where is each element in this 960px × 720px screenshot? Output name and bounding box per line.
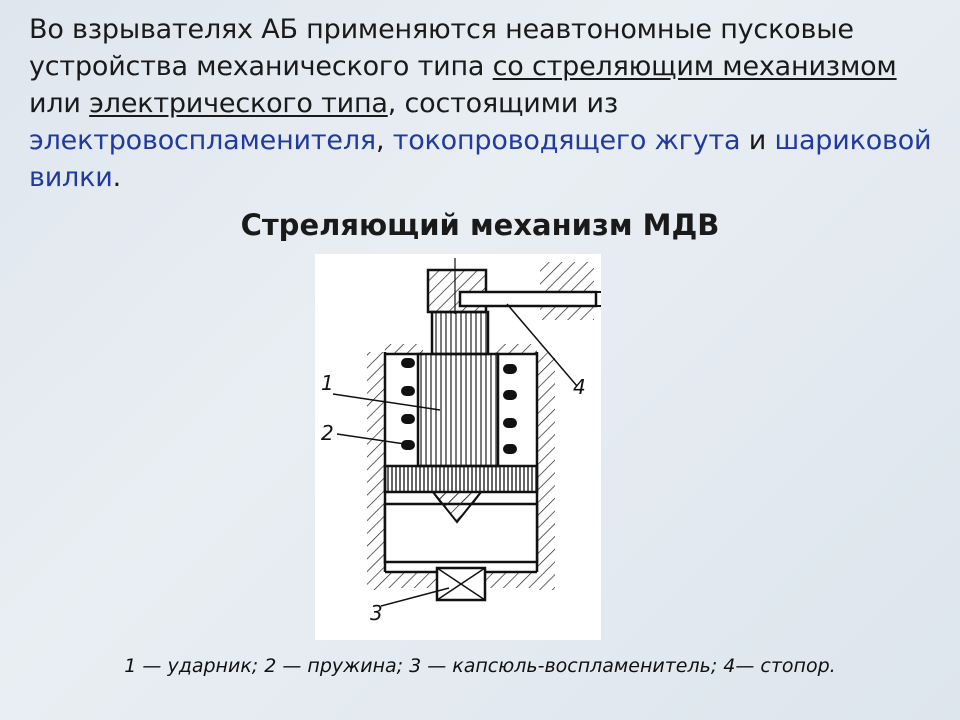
label-4: 4: [573, 375, 586, 399]
housing-left-wall: [367, 352, 385, 590]
wiring-harness-term: токопроводящего жгута: [392, 125, 741, 156]
spring-right: [503, 364, 517, 454]
mechanism-diagram: [315, 254, 601, 640]
label-1: 1: [321, 371, 334, 395]
shooting-mechanism-link[interactable]: со стреляющим механизмом: [492, 51, 897, 82]
paragraph-text: , состоящими из: [387, 88, 618, 119]
label-2: 2: [321, 421, 334, 445]
body-paragraph: [29, 11, 934, 196]
ball-fork-term: шариковой вилки: [29, 125, 932, 193]
electric-type-link[interactable]: электрического типа: [89, 88, 388, 119]
paragraph-text: .: [112, 162, 121, 193]
label-3: 3: [370, 601, 383, 625]
paragraph-text: ,: [375, 125, 393, 156]
figure-caption: 1 — ударник; 2 — пружина; 3 — капсюль-воспламенитель; 4— стопор.: [124, 655, 836, 677]
paragraph-text: и: [740, 125, 775, 156]
electroigniter-term: электровоспламенителя: [29, 125, 376, 156]
striker: [418, 354, 498, 466]
slide-title: Стреляющий механизм МДВ: [240, 208, 720, 242]
paragraph-text: или: [29, 88, 90, 119]
housing-right-wall: [537, 352, 555, 590]
capsule-igniter: [437, 568, 485, 600]
paragraph-text: Во взрывателях АБ применяются неавтономные пусковые устройства механического типа: [29, 14, 854, 82]
